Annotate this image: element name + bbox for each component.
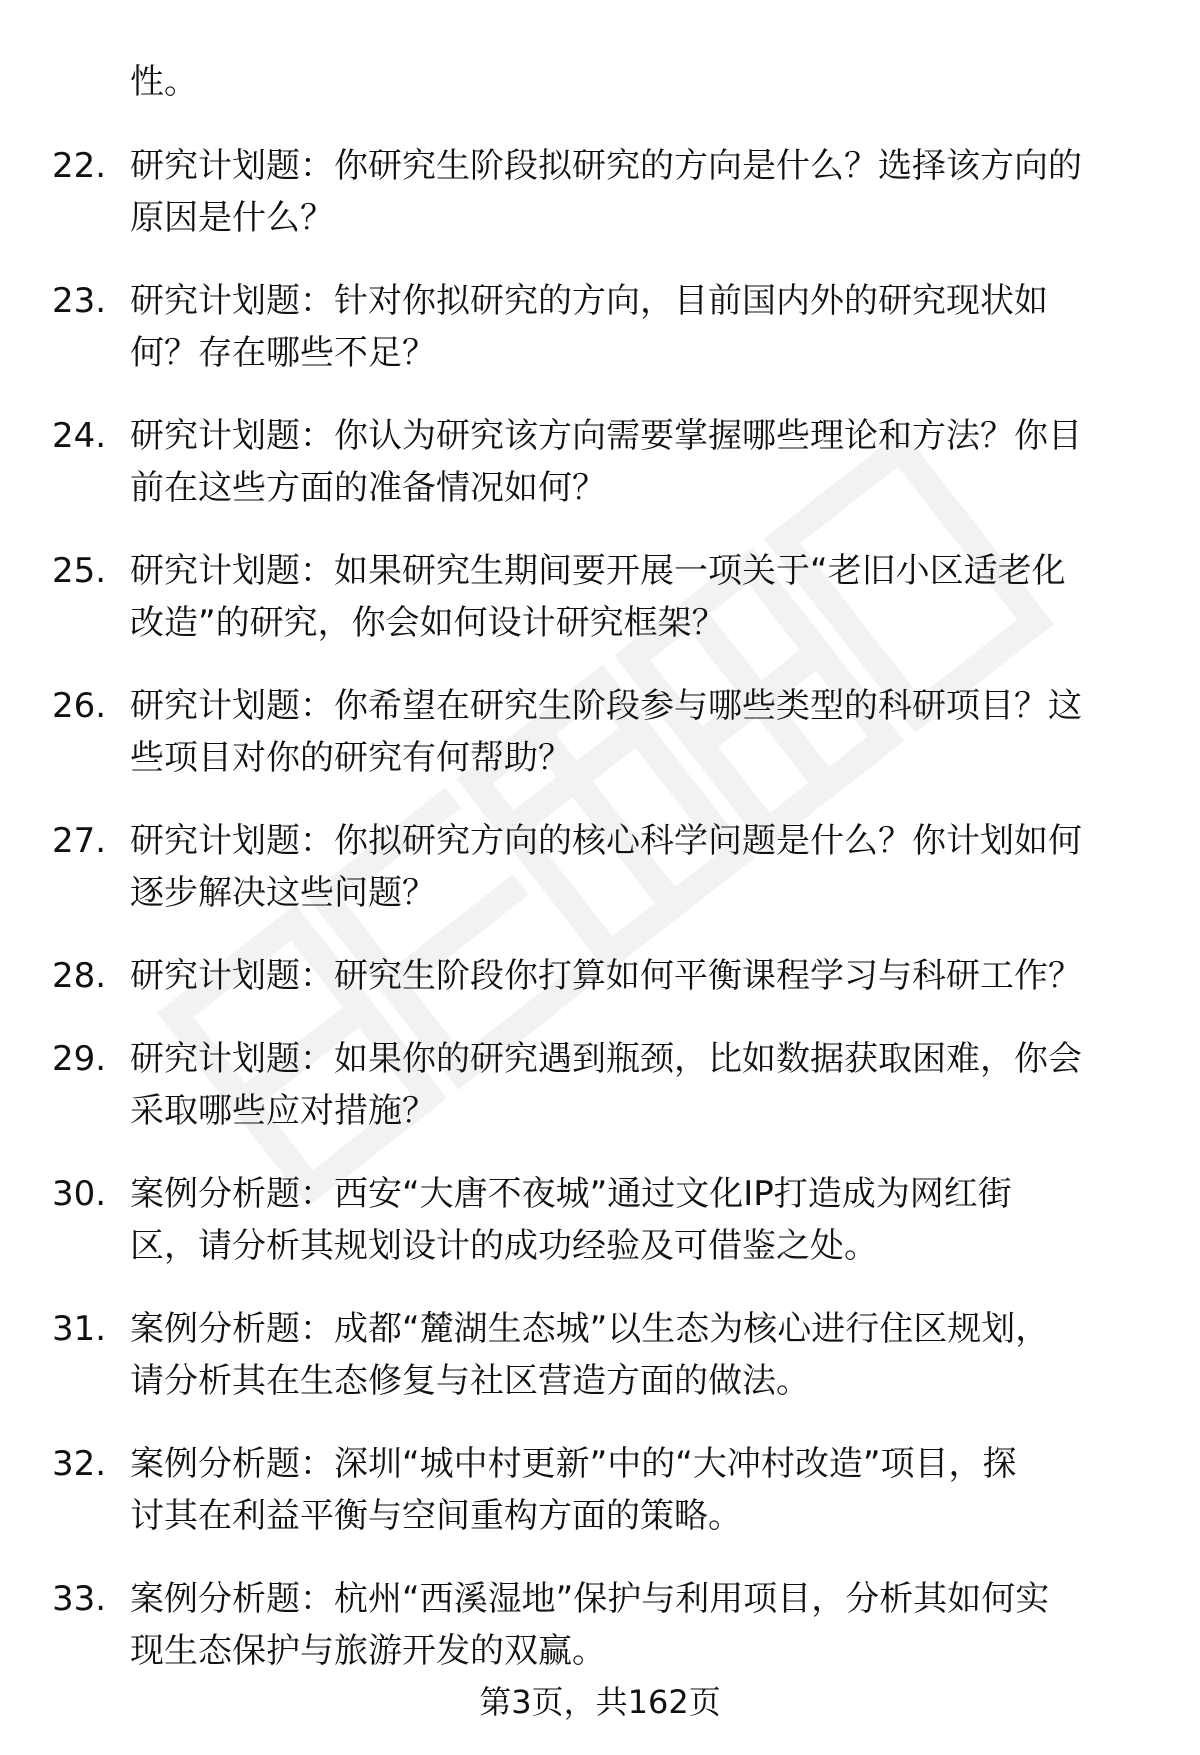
question-item <box>0 1573 1200 1677</box>
question-text-line: 案例分析题：深圳“城中村更新”中的“大冲村改造”项目，探 <box>130 1444 1017 1484</box>
question-number: 25. <box>52 551 107 591</box>
question-text-line: 原因是什么？ <box>130 198 334 238</box>
question-number: 29. <box>52 1039 107 1079</box>
question-number: 28. <box>52 956 107 996</box>
question-text-line: 研究计划题：针对你拟研究的方向，目前国内外的研究现状如 <box>130 281 1048 321</box>
question-number: 27. <box>52 821 107 861</box>
question-item <box>0 1168 1200 1272</box>
question-text-line: 研究计划题：你认为研究该方向需要掌握哪些理论和方法？你目 <box>130 416 1082 456</box>
question-number: 24. <box>52 416 107 456</box>
question-item <box>0 140 1200 244</box>
question-number: 33. <box>52 1579 107 1619</box>
question-text-line: 何？存在哪些不足？ <box>130 333 436 373</box>
question-number: 22. <box>52 146 107 186</box>
question-text-line: 采取哪些应对措施？ <box>130 1091 436 1131</box>
page-footer: 第3页，共162页 <box>479 1683 721 1721</box>
question-item <box>0 545 1200 649</box>
question-text-line: 些项目对你的研究有何帮助？ <box>130 738 572 778</box>
question-text-line: 研究计划题：你拟研究方向的核心科学问题是什么？你计划如何 <box>130 821 1082 861</box>
question-text-line: 请分析其在生态修复与社区营造方面的做法。 <box>130 1361 810 1401</box>
question-text-line: 案例分析题：杭州“西溪湿地”保护与利用项目，分析其如何实 <box>130 1579 1050 1619</box>
question-text-line: 区，请分析其规划设计的成功经验及可借鉴之处。 <box>130 1226 878 1266</box>
question-text-line: 前在这些方面的准备情况如何？ <box>130 468 606 508</box>
question-item <box>0 1303 1200 1407</box>
question-text-line: 讨其在利益平衡与空间重构方面的策略。 <box>130 1496 742 1536</box>
question-number: 31. <box>52 1309 107 1349</box>
question-item <box>0 410 1200 514</box>
question-list <box>0 140 1200 1708</box>
question-text-line: 研究计划题：研究生阶段你打算如何平衡课程学习与科研工作？ <box>130 956 1082 996</box>
question-number: 32. <box>52 1444 107 1484</box>
question-number: 23. <box>52 281 107 321</box>
question-item <box>0 275 1200 379</box>
question-text-line: 改造”的研究，你会如何设计研究框架？ <box>130 603 726 643</box>
question-text-line: 案例分析题：成都“麓湖生态城”以生态为核心进行住区规划， <box>130 1309 1050 1349</box>
question-item <box>0 950 1200 1002</box>
question-number: 30. <box>52 1174 107 1214</box>
question-text-line: 逐步解决这些问题？ <box>130 873 436 913</box>
question-item <box>0 680 1200 784</box>
question-text-line: 现生态保护与旅游开发的双赢。 <box>130 1631 606 1671</box>
question-text-line: 研究计划题：如果你的研究遇到瓶颈，比如数据获取困难，你会 <box>130 1039 1082 1079</box>
question-text-line: 研究计划题：你希望在研究生阶段参与哪些类型的科研项目？这 <box>130 686 1082 726</box>
question-text-line: 研究计划题：如果研究生期间要开展一项关于“老旧小区适老化 <box>130 551 1066 591</box>
question-item <box>0 1438 1200 1542</box>
continuation-text: 性。 <box>130 62 198 102</box>
question-number: 26. <box>52 686 107 726</box>
question-item <box>0 1033 1200 1137</box>
question-text-line: 研究计划题：你研究生阶段拟研究的方向是什么？选择该方向的 <box>130 146 1082 186</box>
question-item <box>0 815 1200 919</box>
question-text-line: 案例分析题：西安“大唐不夜城”通过文化IP打造成为网红街 <box>130 1174 1012 1214</box>
